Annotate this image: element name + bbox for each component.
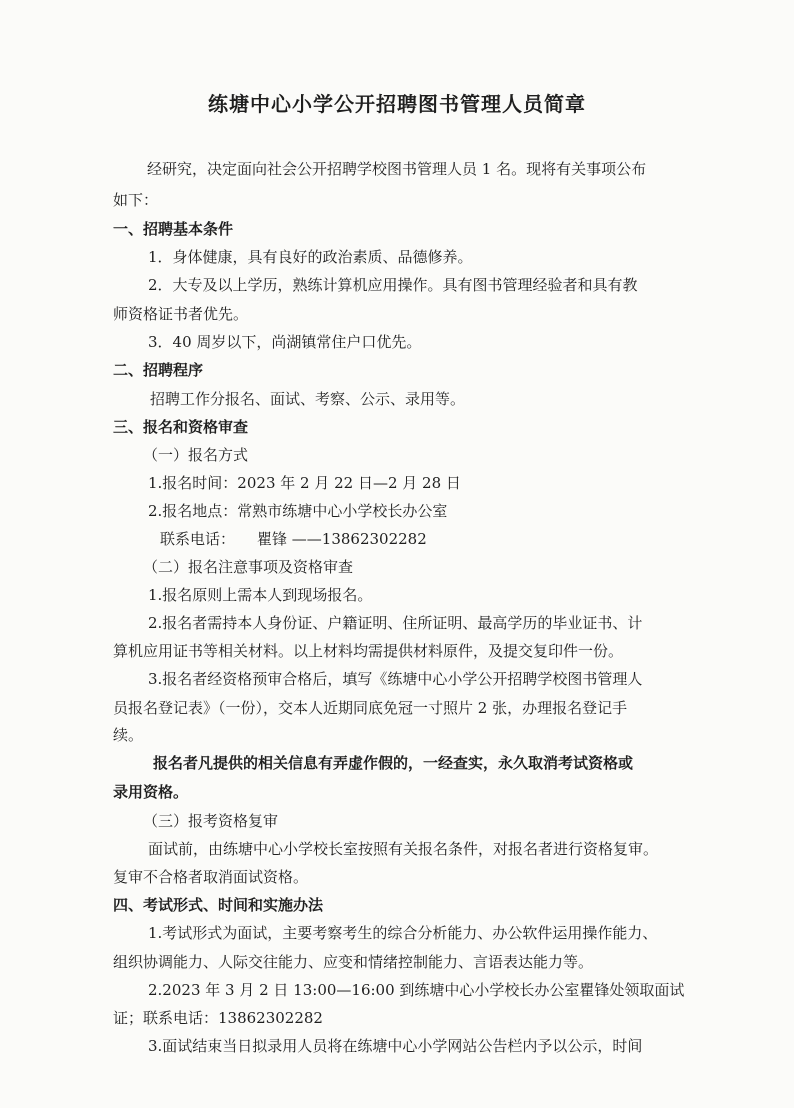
document-title: 练塘中心小学公开招聘图书管理人员简章 <box>208 92 586 116</box>
section-1-item-2-line-2: 师资格证书者优先。 <box>113 305 249 323</box>
note-2-line-1: 2.报名者需持本人身份证、户籍证明、住所证明、最高学历的毕业证书、计 <box>148 614 643 632</box>
section-1-item-1: 1．身体健康，具有良好的政治素质、品德修养。 <box>148 248 473 266</box>
section-1-item-3: 3．40 周岁以下，尚湖镇常住户口优先。 <box>148 333 422 351</box>
note-2-line-2: 算机应用证书等相关材料。以上材料均需提供材料原件，及提交复印件一份。 <box>113 642 624 660</box>
warning-line-2: 录用资格。 <box>113 783 189 801</box>
section-4-heading: 四、考试形式、时间和实施办法 <box>113 896 324 914</box>
registration-place: 2.报名地点：常熟市练塘中心小学校长办公室 <box>148 502 448 520</box>
section-4-item-1-line-1: 1.考试形式为面试，主要考察考生的综合分析能力、办公软件运用操作能力、 <box>148 924 658 942</box>
section-3-sub-3: （三）报考资格复审 <box>143 812 279 830</box>
intro-line-2: 如下： <box>113 191 159 209</box>
note-3-line-3: 续。 <box>113 726 144 744</box>
section-3-sub-1: （一）报名方式 <box>143 446 249 464</box>
section-4-item-2-line-1: 2.2023 年 3 月 2 日 13:00—16:00 到练塘中心小学校长办公室瞿锋处领取面试 <box>148 981 685 999</box>
note-1: 1.报名原则上需本人到现场报名。 <box>148 586 373 604</box>
section-4-item-3-line-1: 3.面试结束当日拟录用人员将在练塘中心小学网站公告栏内予以公示，时间 <box>148 1037 643 1055</box>
note-3-line-2: 员报名登记表》（一份），交本人近期同底免冠一寸照片 2 张，办理报名登记手 <box>113 699 628 717</box>
section-2-heading: 二、招聘程序 <box>113 361 204 379</box>
note-3-line-1: 3.报名者经资格预审合格后，填写《练塘中心小学公开招聘学校图书管理人 <box>148 670 643 688</box>
section-4-item-1-line-2: 组织协调能力、人际交往能力、应变和情绪控制能力、言语表达能力等。 <box>113 953 594 971</box>
review-line-1: 面试前，由练塘中心小学校长室按照有关报名条件，对报名者进行资格复审。 <box>148 840 659 858</box>
section-3-sub-2: （二）报名注意事项及资格审查 <box>143 558 354 576</box>
section-1-item-2-line-1: 2．大专及以上学历，熟练计算机应用操作。具有图书管理经验者和具有教 <box>148 276 638 294</box>
intro-line-1: 经研究，决定面向社会公开招聘学校图书管理人员 1 名。现将有关事项公布 <box>147 160 647 178</box>
registration-time: 1.报名时间：2023 年 2 月 22 日—2 月 28 日 <box>148 474 461 492</box>
section-1-heading: 一、招聘基本条件 <box>113 220 234 238</box>
section-2-text: 招聘工作分报名、面试、考察、公示、录用等。 <box>150 390 466 408</box>
contact-phone-person: 瞿锋 ——13862302282 <box>257 530 427 548</box>
section-3-heading: 三、报名和资格审查 <box>113 418 249 436</box>
contact-phone-label: 联系电话： <box>160 530 236 548</box>
section-4-item-2-line-2: 证；联系电话：13862302282 <box>113 1009 323 1027</box>
review-line-2: 复审不合格者取消面试资格。 <box>113 868 309 886</box>
warning-line-1: 报名者凡提供的相关信息有弄虚作假的，一经查实，永久取消考试资格或 <box>153 754 634 772</box>
contact-phone <box>160 528 427 550</box>
